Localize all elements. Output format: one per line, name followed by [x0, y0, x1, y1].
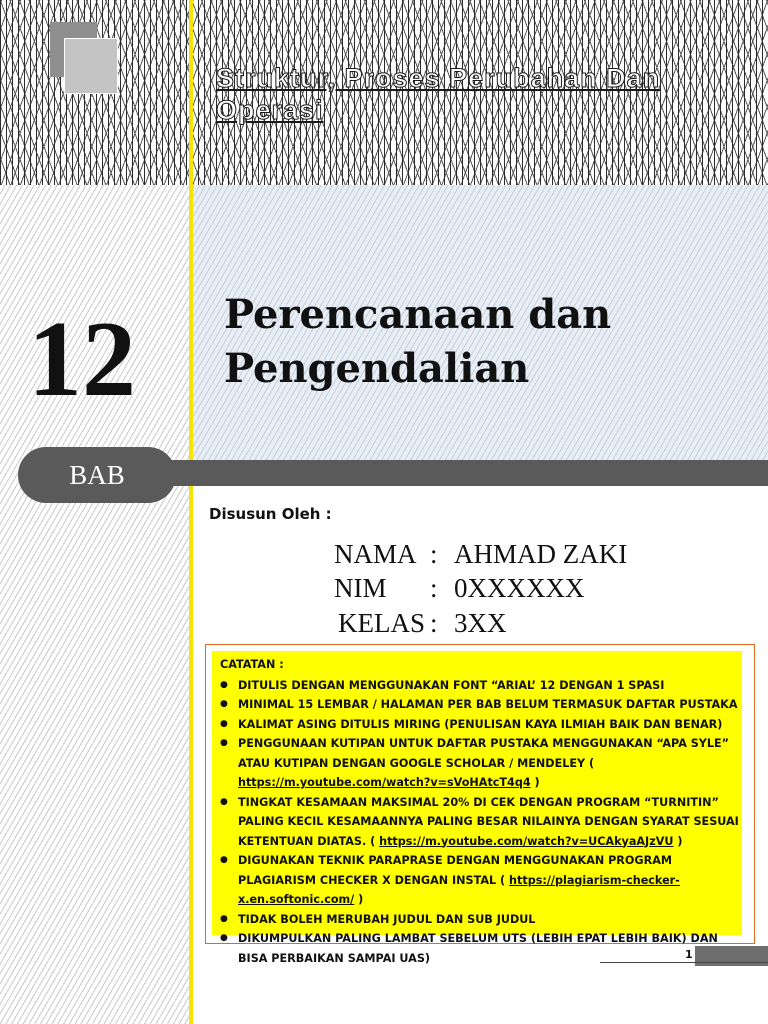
info-row-nama [334, 537, 654, 571]
bab-bar [150, 460, 768, 486]
note-text: TIDAK BOLEH MERUBAH JUDUL DAN SUB JUDUL [238, 912, 536, 926]
info-label-nim: NIM [334, 573, 387, 603]
footer-rule [600, 962, 768, 963]
list-item [216, 734, 742, 793]
note-text: MINIMAL 15 LEMBAR / HALAMAN PER BAB BELUM TERMASUK DAFTAR PUSTAKA [238, 698, 738, 711]
info-label-kelas: KELAS [338, 608, 425, 638]
note-text-after: ) [354, 893, 364, 906]
info-colon: : [430, 539, 438, 569]
list-item [216, 793, 742, 852]
note-text-after: ) [530, 776, 540, 789]
note-link[interactable]: https://m.youtube.com/watch?v=UCAkyaAJzVU [379, 834, 674, 848]
notes-box [205, 644, 755, 965]
decorative-square-front [64, 38, 118, 94]
note-text: KALIMAT ASING DITULIS MIRING (PENULISAN KAYA ILMIAH BAIK DAN BENAR) [238, 717, 723, 731]
note-text: PENGGUNAAN KUTIPAN UNTUK DAFTAR PUSTAKA MENGGUNAKAN “APA SYLE” ATAU KUTIPAN DENGAN GOOGLE SCHOLAR / MENDELEY ( [238, 737, 730, 770]
author-label: Disusun Oleh : [209, 505, 332, 523]
list-item [216, 676, 742, 696]
note-text: TINGKAT KESAMAAN MAKSIMAL 20% DI CEK DENGAN PROGRAM “TURNITIN” PALING KECIL KESAMAANNYA PALING BESAR NILAINYA DENGAN SYARAT SESUAI KETENTUAN DIATAS. ( [238, 795, 739, 848]
chapter-title-line2: Pengendalian [224, 345, 530, 392]
subject-title: Struktur, Proses Perubahan Dan Operasi [216, 63, 661, 125]
chapter-title-line1: Perencanaan dan [224, 291, 612, 338]
notes-list [216, 676, 742, 969]
note-link[interactable]: https://plagiarism-checker-x.en.softonic.com/ [238, 873, 680, 906]
note-text: DIGUNAKAN TEKNIK PARAPRASE DENGAN MENGGUNAKAN PROGRAM PLAGIARISM CHECKER X DENGAN INSTAL ( [238, 854, 673, 887]
list-item [216, 715, 742, 735]
info-value-kelas: 3XX [454, 608, 507, 638]
yellow-divider [189, 0, 193, 1024]
notes-heading: CATATAN : [220, 658, 284, 671]
info-value-nim: 0XXXXXX [454, 573, 585, 603]
bab-label: BAB [18, 447, 176, 503]
note-text: DITULIS DENGAN MENGGUNAKAN FONT “ARIAL’ 12 DENGAN 1 SPASI [238, 678, 665, 692]
info-row-nim [334, 571, 654, 605]
page-number-bar [695, 946, 768, 966]
list-item [216, 851, 742, 910]
list-item [216, 910, 742, 930]
note-link[interactable]: https://m.youtube.com/watch?v=sVoHAtcT4q4 [238, 776, 531, 789]
page-number: 1 [685, 948, 693, 961]
info-value-nama: AHMAD ZAKI [454, 539, 628, 569]
info-row-kelas [338, 606, 658, 640]
chapter-title [224, 288, 744, 396]
info-colon: : [430, 608, 438, 638]
chapter-number: 12 [28, 300, 136, 419]
info-label-nama: NAMA [334, 539, 417, 569]
note-text: DIKUMPULKAN PALING LAMBAT SEBELUM UTS (LEBIH EPAT LEBIH BAIK) DAN BISA PERBAIKAN SAMPAI UAS) [238, 932, 718, 965]
note-text-after: ) [673, 834, 683, 848]
list-item [216, 695, 742, 715]
notes-content [212, 651, 742, 965]
info-colon: : [430, 573, 438, 603]
